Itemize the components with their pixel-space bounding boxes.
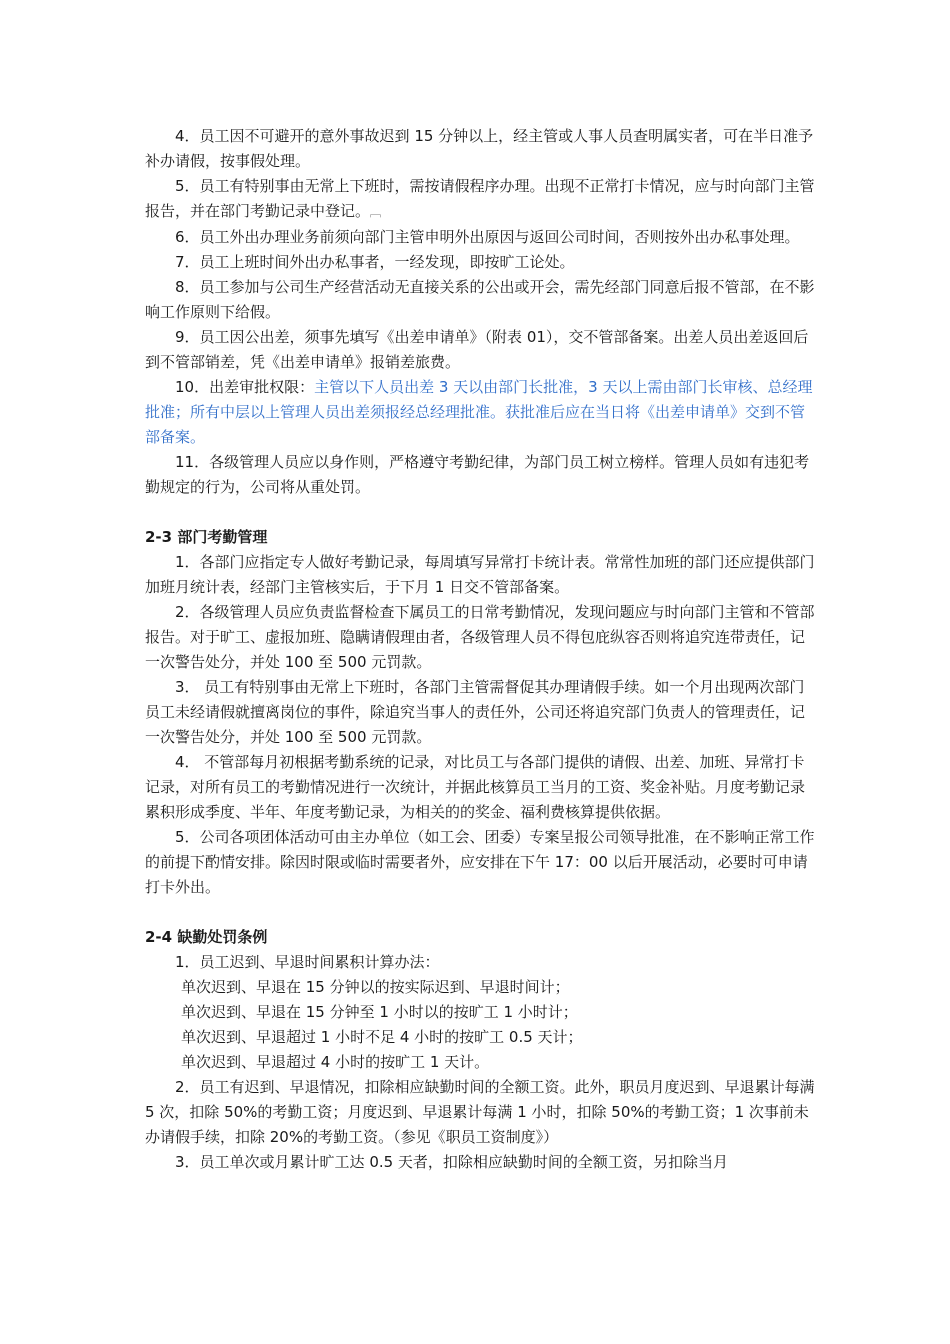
penalty-item-3: 3．员工单次或月累计旷工达 0.5 天者，扣除相应缺勤时间的全额工资，另扣除当月 [175,1153,728,1171]
rule-10-highlighted-text: 主管以下人员出差 3 天以由部门长批准，3 天以上需由部门长审核、总经理批准；所有中层以上管理人员出差须报经总经理批准。获批准后应在当日将《出差申请单》交到不管部备案。 [145,378,813,446]
penalty-rule-line: 单次迟到、早退在 15 分钟至 1 小时以的按旷工 1 小时计； [181,1003,578,1021]
dept-attendance-item-4: 4． 不管部每月初根据考勤系统的记录，对比员工与各部门提供的请假、出差、加班、异常打卡记录，对所有员工的考勤情况进行一次统计，并据此核算员工当月的工资、奖金补贴。月度考勤记录累积形成季度、半年、年度考勤记录，为相关的的奖金、福利费核算提供依据。 [145,753,806,821]
section-heading-2-3: 2-3 部门考勤管理 [145,528,268,546]
attendance-rule-11: 11．各级管理人员应以身作则，严格遵守考勤纪律，为部门员工树立榜样。管理人员如有违犯考勤规定的行为，公司将从重处罚。 [145,453,810,496]
paragraph-mark-icon: ﹇ [370,206,382,219]
document-page [145,124,815,1175]
penalty-rule-line: 单次迟到、早退超过 4 小时的按旷工 1 天计。 [181,1053,490,1071]
dept-attendance-item-3: 3． 员工有特别事由无常上下班时，各部门主管需督促其办理请假手续。如一个月出现两次部门员工未经请假就擅离岗位的事件，除追究当事人的责任外，公司还将追究部门负责人的管理责任，记一次警告处分，并处 100 至 500 元罚款。 [145,678,806,746]
attendance-rule-7: 7．员工上班时间外出办私事者，一经发现，即按旷工论处。 [175,253,575,271]
penalty-item-2: 2．员工有迟到、早退情况，扣除相应缺勤时间的全额工资。此外，职员月度迟到、早退累计每满 5 次，扣除 50%的考勤工资；月度迟到、早退累计每满 1 小时，扣除 50%的考勤工资；1 次事前未办请假手续，扣除 20%的考勤工资。（参见《职员工资制度》） [145,1078,815,1146]
attendance-rule-4: 4．员工因不可避开的意外事故迟到 15 分钟以上，经主管或人事人员查明属实者，可在半日准予补办请假，按事假处理。 [145,127,814,170]
attendance-rule-10 [145,375,815,450]
attendance-rule-9: 9．员工因公出差，须事先填写《出差申请单》（附表 01），交不管部备案。出差人员出差返回后到不管部销差，凭《出差申请单》报销差旅费。 [145,328,809,371]
dept-attendance-item-1: 1．各部门应指定专人做好考勤记录，每周填写异常打卡统计表。常常性加班的部门还应提供部门加班月统计表，经部门主管核实后，于下月 1 日交不管部备案。 [145,553,815,596]
attendance-rule-5-text: 5．员工有特别事由无常上下班时，需按请假程序办理。出现不正常打卡情况，应与时向部门主管报告，并在部门考勤记录中登记。 [145,177,815,220]
attendance-rule-5 [145,174,815,225]
dept-attendance-item-2: 2．各级管理人员应负责监督检查下属员工的日常考勤情况，发现问题应与时向部门主管和不管部报告。对于旷工、虚报加班、隐瞒请假理由者，各级管理人员不得包庇纵容否则将追究连带责任，记一次警告处分，并处 100 至 500 元罚款。 [145,603,815,671]
penalty-rule-line: 单次迟到、早退在 15 分钟以的按实际迟到、早退时间计； [181,978,570,996]
dept-attendance-item-5: 5．公司各项团体活动可由主办单位（如工会、团委）专案呈报公司领导批准，在不影响正常工作的前提下酌情安排。除因时限或临时需要者外，应安排在下午 17：00 以后开展活动，必要时可申请打卡外出。 [145,828,815,896]
rule-10-prefix: 10．出差审批权限： [175,378,315,396]
section-heading-2-4: 2-4 缺勤处罚条例 [145,928,268,946]
attendance-rule-8: 8．员工参加与公司生产经营活动无直接关系的公出或开会，需先经部门同意后报不管部，在不影响工作原则下给假。 [145,278,815,321]
penalty-item-1-intro: 1．员工迟到、早退时间累积计算办法： [175,953,440,971]
penalty-rule-line: 单次迟到、早退超过 1 小时不足 4 小时的按旷工 0.5 天计； [181,1028,583,1046]
attendance-rule-6: 6．员工外出办理业务前须向部门主管申明外出原因与返回公司时间，否则按外出办私事处理。 [175,228,800,246]
